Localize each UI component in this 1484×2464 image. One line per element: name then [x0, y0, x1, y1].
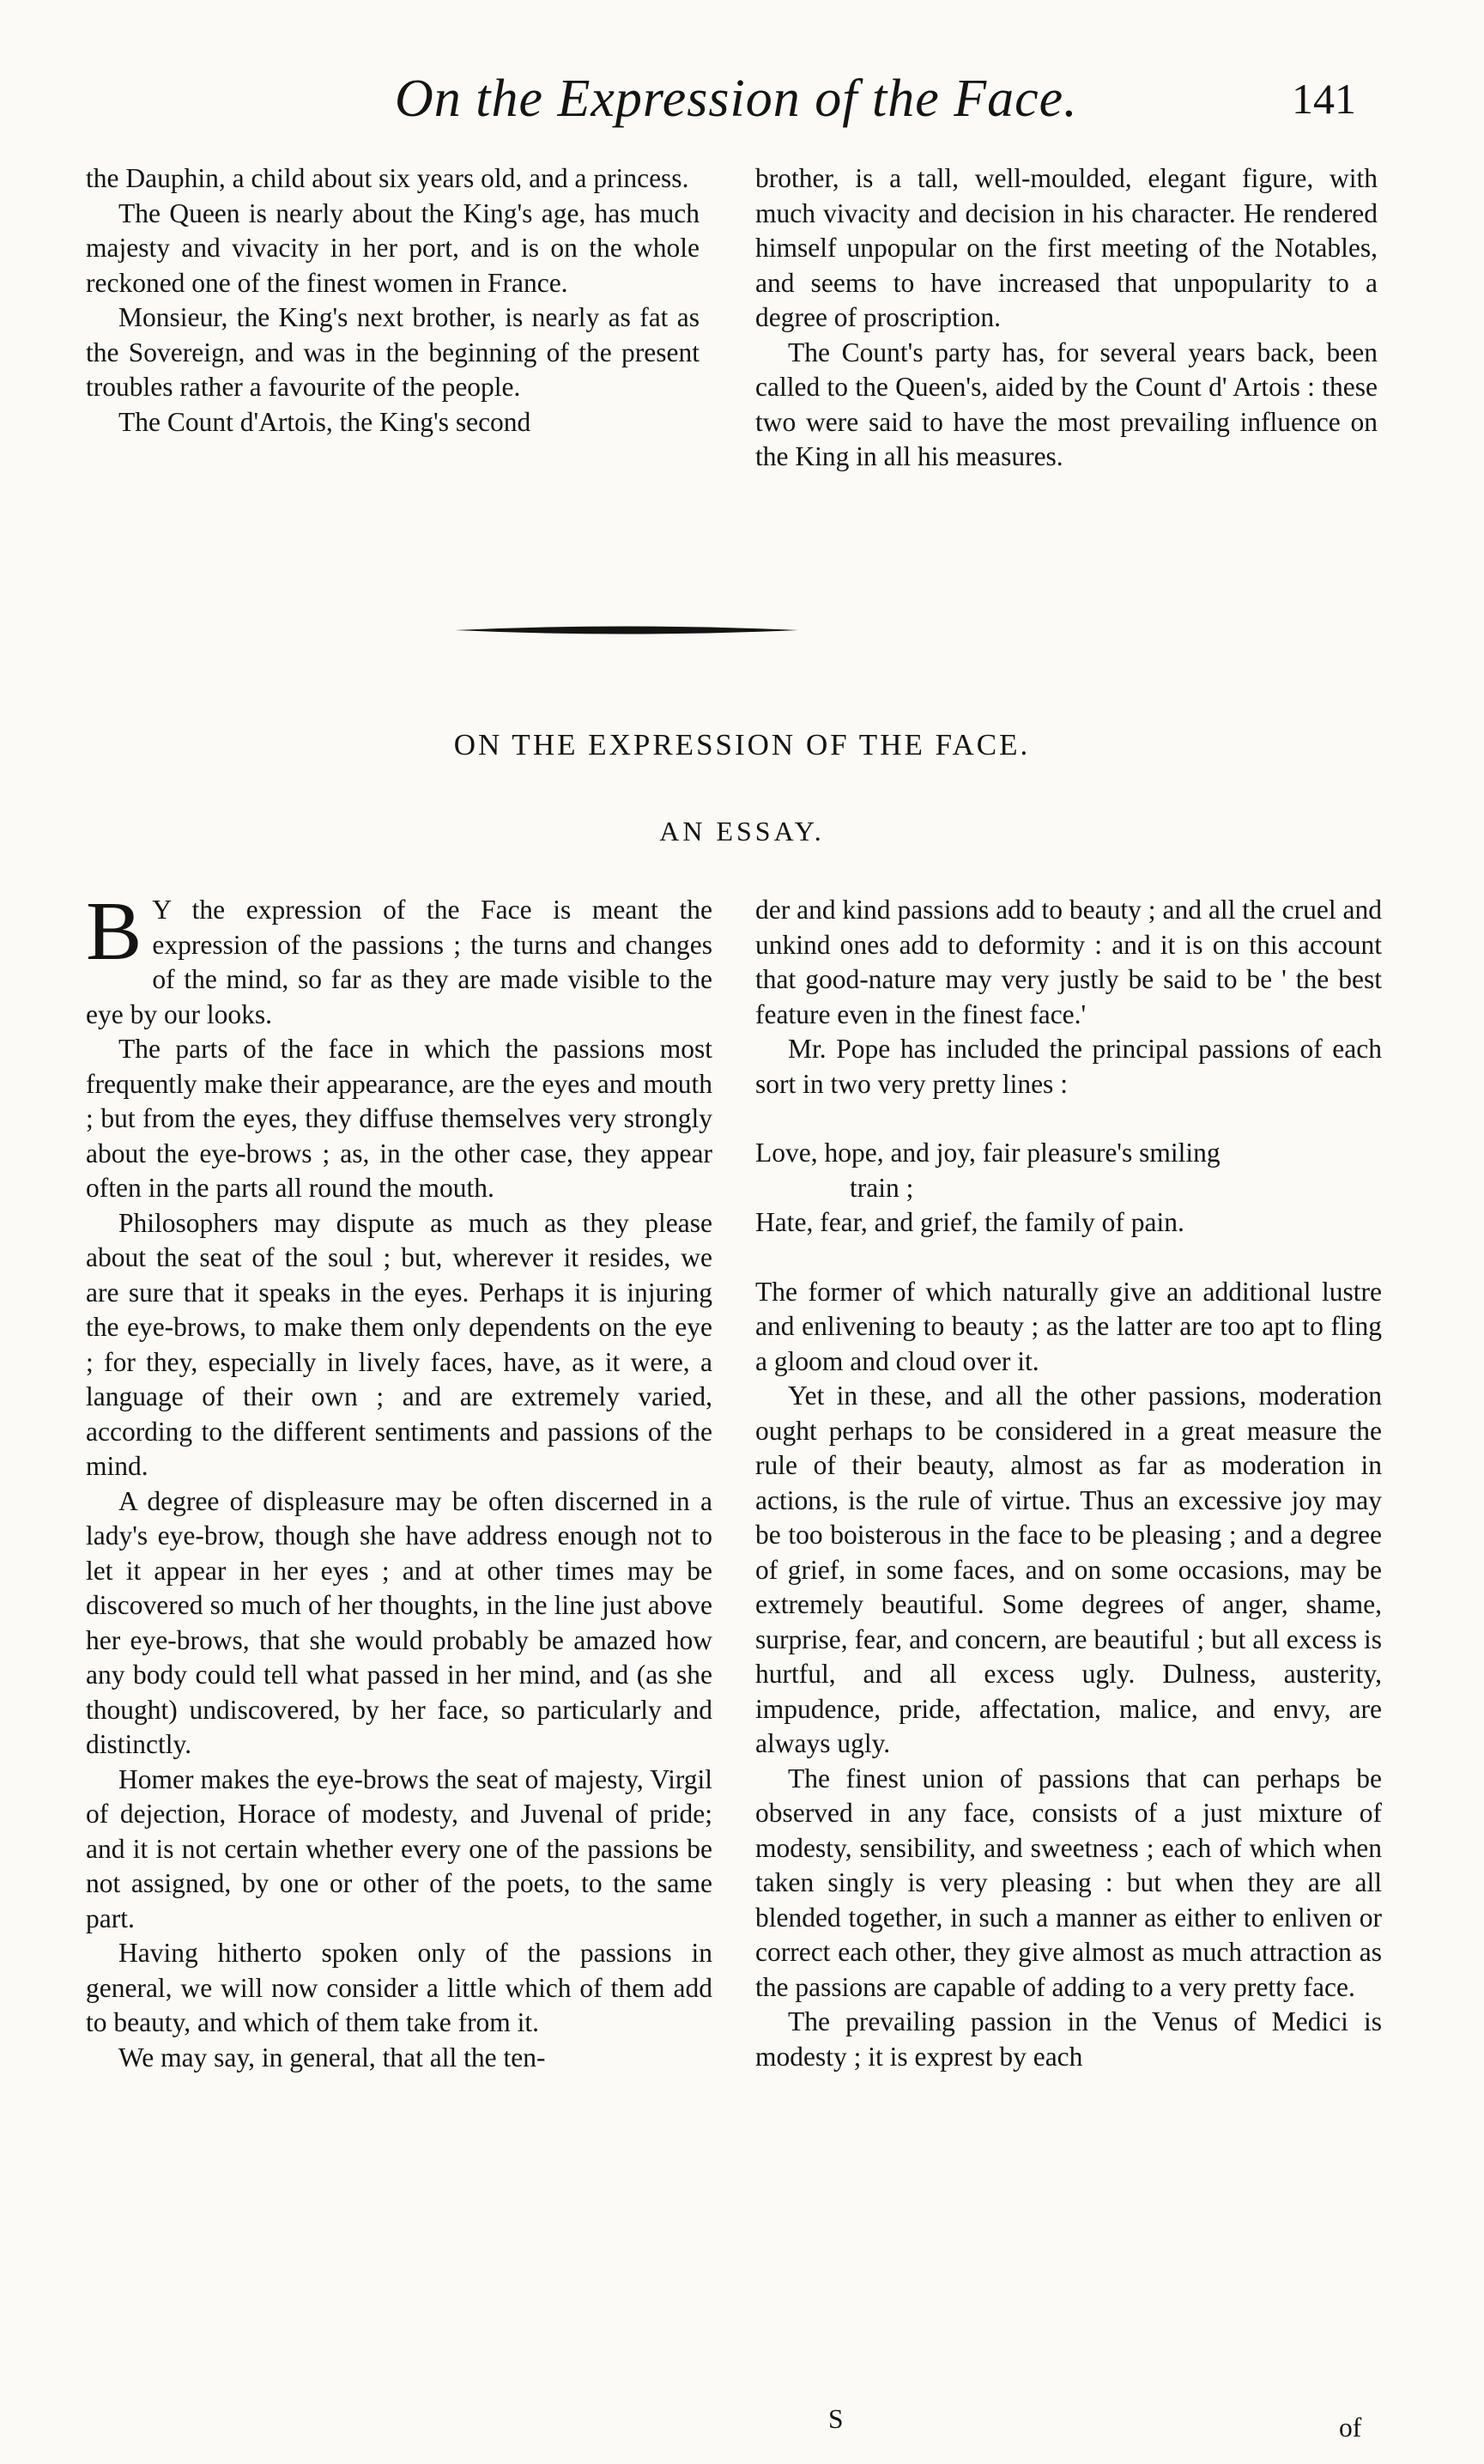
paragraph: The prevailing passion in the Venus of Medici is modesty ; it is exprest by each [755, 2006, 1382, 2072]
paragraph: brother, is a tall, well-moulded, elegant figure, with much vivacity and decision in his character. He rendered himself unpopular on the first meeting of the Notables, and seems to have increased that unpopularity to a degree of proscription. [755, 163, 1378, 332]
verse-line-turnover: train ; [850, 1172, 914, 1203]
paragraph: The Count d'Artois, the King's second [118, 406, 531, 437]
article-subtitle: AN ESSAY. [659, 816, 825, 847]
paragraph: Mr. Pope has included the principal passions of each sort in two very pretty lines : [755, 1034, 1382, 1099]
paragraph: the Dauphin, a child about six years old, and a princess. [86, 163, 689, 193]
running-head [0, 69, 1484, 146]
paragraph: der and kind passions add to beauty ; and all the cruel and unkind ones add to deformity : and it is on this account that good-nature may very justly be said to be ' the best feature even in the finest face.' [755, 895, 1382, 1029]
opening-text: Y the expression of the Face is meant the expression of the passions ; the turns and changes of the mind, so far as they are made visible to the eye by our looks. [86, 895, 712, 1029]
essay-left-column [86, 885, 712, 2075]
paragraph: We may say, in general, that all the ten- [118, 2042, 546, 2073]
paragraph: The Count's party has, for several years back, been called to the Queen's, aided by the Count d' Artois : these two were said to have the most prevailing influence on the King in all his measures. [755, 337, 1378, 471]
paragraph: A degree of displeasure may be often discerned in a lady's eye-brow, though she have address enough not to let it appear in her eyes ; and at other times may be discovered so much of her thoughts, in the line just above her eye-brows, that she would probably be amazed how any body could tell what passed in her mind, and (as she thought) undiscovered, by her face, so particularly and distinctly. [86, 1485, 712, 1759]
paragraph: Homer makes the eye-brows the seat of majesty, Virgil of dejection, Horace of modesty, and Juvenal of pride; and it is not certain whether every one of the passions be not assigned, by one or other of the poets, to the same part. [86, 1763, 712, 1933]
paragraph: Yet in these, and all the other passions, moderation ought perhaps to be considered in a great measure the rule of their beauty, almost as far as moderation in actions, is the rule of virtue. Thus an excessive joy may be too boisterous in the face to be pleasing ; and a degree of grief, in some faces, and on some occasions, may be extremely beautiful. Some degrees of anger, shame, surprise, fear, and concern, are beautiful ; but all excess is hurtful, and all excess ugly. Dulness, austerity, impudence, pride, affectation, malice, and envy, are always ugly. [755, 1381, 1382, 1758]
printer-signature: S [828, 2404, 844, 2434]
running-title: On the Expression of the Face. [395, 70, 1078, 128]
drop-cap: B [86, 885, 142, 978]
article-title: ON THE EXPRESSION OF THE FACE. [453, 728, 1031, 762]
verse-line: Hate, fear, and grief, the family of pain. [755, 1207, 1184, 1237]
section-divider-rule [455, 624, 798, 636]
verse-line: Love, hope, and joy, fair pleasure's smiling [755, 1138, 1221, 1168]
opening-paragraph [86, 885, 712, 1032]
paragraph: The former of which naturally give an additional lustre and enlivening to beauty ; as the latter are too apt to fling a gloom and cloud over it. [755, 1276, 1382, 1376]
paragraph: The Queen is nearly about the King's age, has much majesty and vivacity in her port, and is on the whole reckoned one of the finest women in France. [86, 197, 700, 298]
paragraph: The finest union of passions that can perhaps be observed in any face, consists of a just mixture of modesty, sensibility, and sweetness ; each of which when taken singly is very pleasing : but when they are all blended together, in such a manner as either to enliven or correct each other, they give almost as much attraction as the passions are capable of adding to a very pretty face. [755, 1763, 1382, 2002]
top-right-column [755, 161, 1378, 475]
verse-quotation [755, 1136, 1382, 1241]
top-left-column [86, 161, 700, 440]
essay-right-column [755, 893, 1382, 2074]
page-number: 141 [1292, 75, 1356, 123]
paragraph: Having hitherto spoken only of the passions in general, we will now consider a little which of them add to beauty, and which of them take from it. [86, 1938, 712, 2037]
paragraph: Philosophers may dispute as much as they please about the seat of the soul ; but, wherever it resides, we are sure that it speaks in the eyes. Perhaps it is injuring the eye-brows, to make them only dependents on the eye ; for they, especially in lively faces, have, as it were, a language of their own ; and are extremely varied, according to the different sentiments and passions of the mind. [86, 1207, 712, 1481]
paragraph: Monsieur, the King's next brother, is nearly as fat as the Sovereign, and was in the beginning of the present troubles rather a favourite of the people. [86, 302, 700, 402]
paragraph: The parts of the face in which the passions most frequently make their appearance, are the eyes and mouth ; but from the eyes, they diffuse themselves very strongly about the eye-brows ; as, in the other case, they appear often in the parts all round the mouth. [86, 1034, 712, 1203]
catchword: of [1339, 2412, 1362, 2443]
